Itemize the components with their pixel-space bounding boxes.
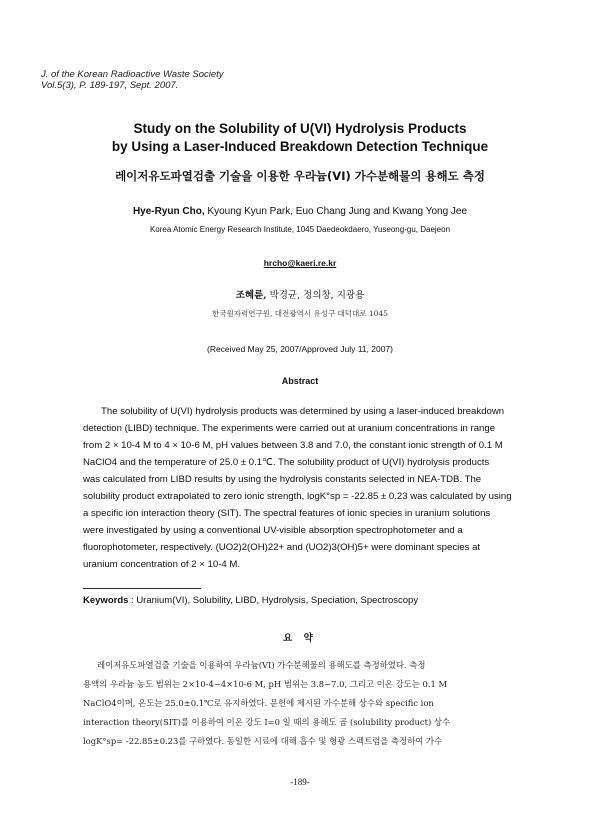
page-number: -189- bbox=[290, 777, 310, 787]
abstract-line: NaClO4 and the temperature of 25.0 ± 0.1℃. The solubility product of U(VI) hydrolysis products bbox=[83, 457, 490, 468]
keywords-line bbox=[83, 595, 523, 606]
keywords-label: Keywords bbox=[83, 595, 129, 606]
affiliation: Korea Atomic Energy Research Institute, 1045 Daedeokdaero, Yuseong-gu, Daejeon bbox=[149, 225, 451, 234]
korean-title: 레이저유도파열검출 기술을 이용한 우라늄(VI) 가수분해물의 용해도 측정 bbox=[115, 169, 485, 183]
abstract-line: The solubility of U(VI) hydrolysis products was determined by using a laser-induced breakdown bbox=[101, 406, 505, 417]
korean-abstract-heading: 요 약 bbox=[283, 633, 317, 644]
korean-abstract-line: interaction theory(SIT)를 이용하여 이온 강도 I=0 일 때의 용해도 곱 (solubility product) 상수 bbox=[83, 717, 451, 727]
abstract-line: were investigated by using a conventional UV-visible absorption spectrophotometer and a bbox=[83, 525, 463, 536]
author-email[interactable]: hrcho@kaeri.re.kr bbox=[263, 258, 337, 268]
korean-coauthors: 박경균, 정의창, 지광용 bbox=[266, 290, 365, 301]
abstract-line: fluorophotometer, respectively. (UO2)2(OH)22+ and (UO2)3(OH)5+ were dominant species at bbox=[83, 542, 481, 553]
coauthors: Kyoung Kyun Park, Euo Chang Jung and Kwang Yong Jee bbox=[204, 206, 468, 217]
abstract-line: a specific ion interaction theory (SIT). The spectral features of ionic species in uranium solutions bbox=[83, 508, 491, 519]
korean-abstract-line: NaClO4이며, 온도는 25.0±0.1℃로 유지하였다. 문헌에 제시된 가수분해 상수와 specific ion bbox=[83, 698, 434, 708]
title-line-1: Study on the Solubility of U(VI) Hydrolysis Products bbox=[133, 121, 467, 136]
author-list bbox=[0, 206, 600, 217]
korean-affiliation: 한국원자력연구원, 대전광역시 유성구 대덕대로 1045 bbox=[212, 309, 388, 318]
abstract-line: from 2 × 10-4 M to 4 × 10-6 M, pH values between 3.8 and 7.0, the constant ionic strength of 0.1 M bbox=[83, 440, 503, 451]
korean-author-list bbox=[0, 287, 600, 301]
abstract-line: solubility product extrapolated to zero ionic strength, logK°sp = -22.85 ± 0.23 was calculated by using bbox=[83, 491, 512, 502]
corresponding-author: Hye-Ryun Cho, bbox=[132, 206, 205, 217]
title-line-2: by Using a Laser-Induced Breakdown Detection Technique bbox=[111, 139, 489, 154]
paper-title bbox=[0, 120, 600, 156]
abstract-line: uranium concentration of 2 × 10-4 M. bbox=[83, 559, 241, 570]
keywords-divider bbox=[83, 588, 201, 589]
abstract-body bbox=[83, 403, 515, 573]
journal-citation bbox=[41, 69, 224, 91]
korean-abstract-line: 용액의 우라늄 농도 범위는 2×10-4~4×10-6 M, pH 범위는 3.8~7.0, 그리고 이온 강도는 0.1 M bbox=[83, 679, 448, 689]
abstract-line: was calculated from LIBD results by using the hydrolysis constants selected in NEA-TDB. The bbox=[83, 474, 482, 485]
abstract-heading: Abstract bbox=[281, 376, 319, 386]
received-dates: (Received May 25, 2007/Approved July 11, 2007) bbox=[206, 344, 393, 354]
korean-abstract-body bbox=[83, 656, 517, 751]
korean-abstract-line: logK°sp= -22.85±0.23를 구하였다. 동일한 시료에 대해 흡수 및 형광 스펙트럼을 측정하여 가수 bbox=[83, 736, 443, 746]
abstract-line: detection (LIBD) technique. The experiments were carried out at uranium concentrations in range bbox=[83, 423, 496, 434]
korean-corresponding-author: 조혜륜, bbox=[235, 290, 267, 301]
journal-name: J. of the Korean Radioactive Waste Society bbox=[41, 69, 224, 80]
keywords-text: : Uranium(VI), Solubility, LIBD, Hydrolysis, Speciation, Spectroscopy bbox=[128, 595, 419, 606]
journal-volume: Vol.5(3), P. 189-197, Sept. 2007. bbox=[41, 80, 179, 91]
korean-abstract-line: 레이저유도파열검출 기술을 이용하여 우라늄(VI) 가수분해물의 용해도를 측정하였다. 측정 bbox=[97, 660, 426, 670]
